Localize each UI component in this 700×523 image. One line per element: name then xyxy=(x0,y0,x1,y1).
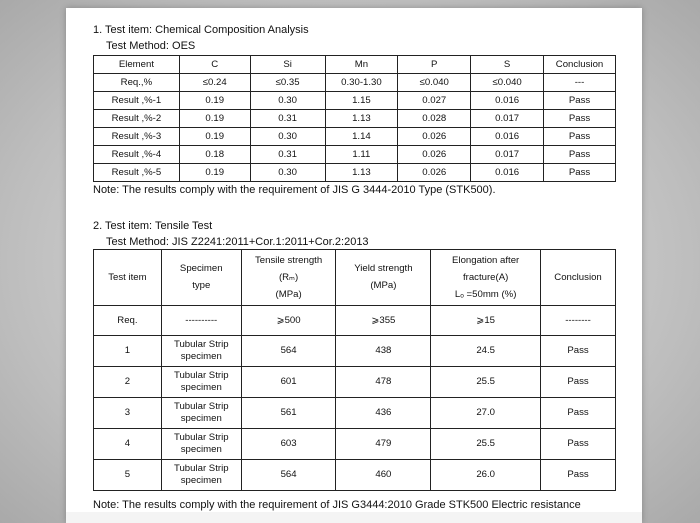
table-cell: 561 xyxy=(241,398,336,429)
table-cell: 0.19 xyxy=(179,164,250,182)
table-cell: 0.016 xyxy=(471,164,544,182)
table-row xyxy=(94,429,616,460)
table-row xyxy=(94,74,616,92)
chemical-composition-table xyxy=(93,55,616,182)
table-cell: Pass xyxy=(541,429,616,460)
header-cell: Test item xyxy=(94,250,162,306)
section1-method: Test Method: OES xyxy=(106,40,196,52)
table-row xyxy=(94,306,616,336)
table-header-row xyxy=(94,250,616,306)
table-cell: 1.11 xyxy=(325,146,398,164)
table-cell: Tubular Strip specimen xyxy=(161,336,241,367)
table-row xyxy=(94,367,616,398)
table-cell: Tubular Strip specimen xyxy=(161,367,241,398)
table-cell: ≤0.040 xyxy=(398,74,471,92)
table-cell: 25.5 xyxy=(431,429,541,460)
table-cell: 0.027 xyxy=(398,92,471,110)
table-cell: Result ,%-1 xyxy=(94,92,180,110)
table-cell: Pass xyxy=(541,460,616,491)
table-cell: ≤0.35 xyxy=(250,74,325,92)
table-cell: 0.30 xyxy=(250,92,325,110)
table-cell: -------- xyxy=(541,306,616,336)
table-cell: 603 xyxy=(241,429,336,460)
table-cell: 436 xyxy=(336,398,431,429)
section2-method: Test Method: JIS Z2241:2011+Cor.1:2011+Cor.2:2013 xyxy=(106,236,369,248)
header-cell: S xyxy=(471,56,544,74)
table-cell: 0.18 xyxy=(179,146,250,164)
table-cell: Result ,%-3 xyxy=(94,128,180,146)
header-cell: Specimen type xyxy=(161,250,241,306)
table-cell: 601 xyxy=(241,367,336,398)
section2-title: 2. Test item: Tensile Test xyxy=(93,220,213,232)
header-cell: Elongation after fracture(A) Lₒ =50mm (%) xyxy=(431,250,541,306)
table-cell: 438 xyxy=(336,336,431,367)
header-cell: Yield strength (MPa) xyxy=(336,250,431,306)
document-page xyxy=(66,8,642,523)
table-cell: 479 xyxy=(336,429,431,460)
table-cell: ⩾355 xyxy=(336,306,431,336)
table-cell: 0.31 xyxy=(250,146,325,164)
table-row xyxy=(94,460,616,491)
table-cell: 0.30 xyxy=(250,164,325,182)
table-cell: 5 xyxy=(94,460,162,491)
table-cell: Result ,%-5 xyxy=(94,164,180,182)
table-header-row xyxy=(94,56,616,74)
tensile-test-table xyxy=(93,249,616,491)
table-cell: 0.028 xyxy=(398,110,471,128)
table-cell: Pass xyxy=(544,110,616,128)
table-row xyxy=(94,92,616,110)
table-cell: ≤0.24 xyxy=(179,74,250,92)
table-row xyxy=(94,128,616,146)
table-cell: Result ,%-2 xyxy=(94,110,180,128)
table-cell: Pass xyxy=(544,128,616,146)
table-row xyxy=(94,146,616,164)
header-cell: Element xyxy=(94,56,180,74)
table-cell: 24.5 xyxy=(431,336,541,367)
header-cell: C xyxy=(179,56,250,74)
table-cell: 0.026 xyxy=(398,128,471,146)
table-cell: 0.026 xyxy=(398,164,471,182)
table-cell: ⩾15 xyxy=(431,306,541,336)
table-row xyxy=(94,398,616,429)
table-row xyxy=(94,164,616,182)
table-cell: 0.30 xyxy=(250,128,325,146)
table-cell: 26.0 xyxy=(431,460,541,491)
table-cell: Result ,%-4 xyxy=(94,146,180,164)
table-cell: Tubular Strip specimen xyxy=(161,429,241,460)
table-cell: Pass xyxy=(541,367,616,398)
table-cell: 0.016 xyxy=(471,92,544,110)
table-cell: 1.15 xyxy=(325,92,398,110)
table-cell: 3 xyxy=(94,398,162,429)
table-cell: 0.19 xyxy=(179,110,250,128)
page-bottom-shadow xyxy=(66,512,642,523)
header-cell: Conclusion xyxy=(544,56,616,74)
header-cell: P xyxy=(398,56,471,74)
table-row xyxy=(94,110,616,128)
table-cell: ---------- xyxy=(161,306,241,336)
header-cell: Si xyxy=(250,56,325,74)
table-cell: 1 xyxy=(94,336,162,367)
table-cell: 0.31 xyxy=(250,110,325,128)
table-cell: 0.017 xyxy=(471,110,544,128)
header-cell: Conclusion xyxy=(541,250,616,306)
table-cell: Pass xyxy=(544,92,616,110)
header-cell: Tensile strength (Rₘ) (MPa) xyxy=(241,250,336,306)
table-cell: 0.30-1.30 xyxy=(325,74,398,92)
table-cell: 27.0 xyxy=(431,398,541,429)
table-cell: Req.,% xyxy=(94,74,180,92)
table-cell: Pass xyxy=(544,146,616,164)
table-cell: 564 xyxy=(241,336,336,367)
table-cell: Tubular Strip specimen xyxy=(161,460,241,491)
table-cell: ≤0.040 xyxy=(471,74,544,92)
table-cell: 0.017 xyxy=(471,146,544,164)
section2-note: Note: The results comply with the requirement of JIS G3444:2010 Grade STK500 Electric resistance xyxy=(93,499,581,511)
table-cell: ⩾500 xyxy=(241,306,336,336)
table-cell: 25.5 xyxy=(431,367,541,398)
section1-title: 1. Test item: Chemical Composition Analysis xyxy=(93,24,309,36)
table-cell: 2 xyxy=(94,367,162,398)
table-cell: 564 xyxy=(241,460,336,491)
table-cell: 0.016 xyxy=(471,128,544,146)
table-cell: Pass xyxy=(541,398,616,429)
table-cell: Req. xyxy=(94,306,162,336)
table-cell: 1.13 xyxy=(325,164,398,182)
table-row xyxy=(94,336,616,367)
table-cell: 460 xyxy=(336,460,431,491)
table-cell: 0.19 xyxy=(179,92,250,110)
table-cell: 478 xyxy=(336,367,431,398)
table-cell: 0.026 xyxy=(398,146,471,164)
table-cell: --- xyxy=(544,74,616,92)
table-cell: 1.14 xyxy=(325,128,398,146)
table-cell: Pass xyxy=(544,164,616,182)
table-cell: 0.19 xyxy=(179,128,250,146)
table-cell: Pass xyxy=(541,336,616,367)
table-cell: Tubular Strip specimen xyxy=(161,398,241,429)
table-cell: 4 xyxy=(94,429,162,460)
section1-note: Note: The results comply with the requirement of JIS G 3444-2010 Type (STK500). xyxy=(93,184,496,196)
table-cell: 1.13 xyxy=(325,110,398,128)
header-cell: Mn xyxy=(325,56,398,74)
